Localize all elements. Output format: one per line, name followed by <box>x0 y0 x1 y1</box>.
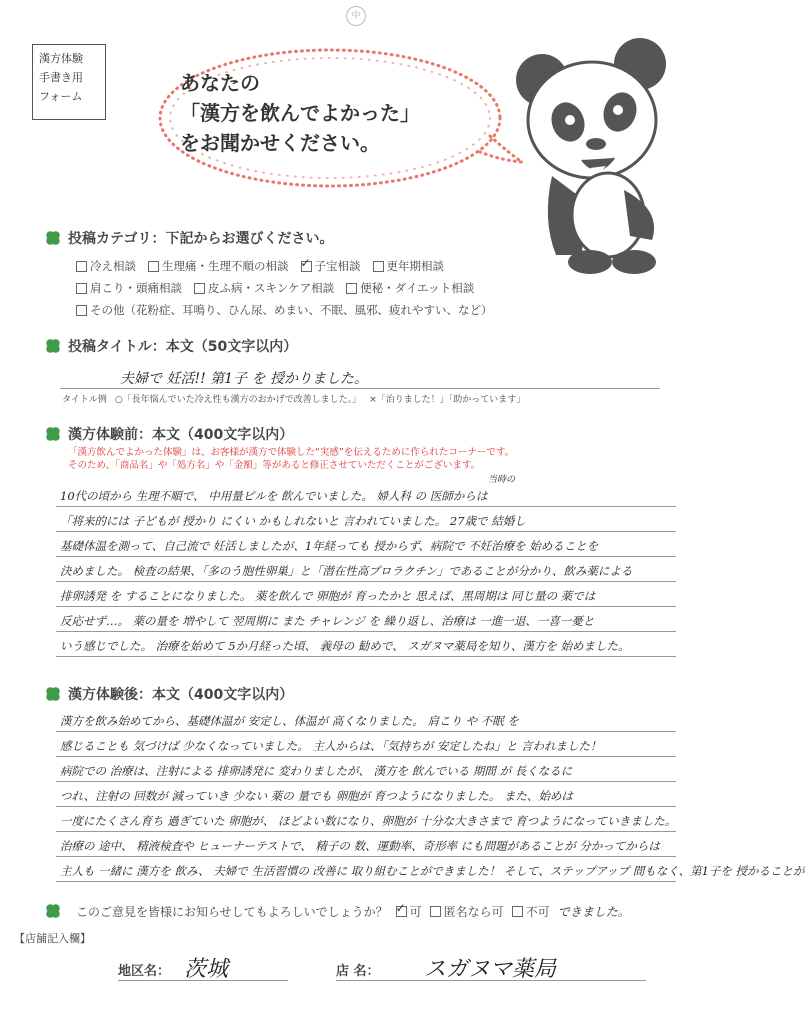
before-body-rule <box>56 581 676 582</box>
category-option-other[interactable]: その他（花粉症、耳鳴り、ひん尿、めまい、不眠、風邪、疲れやすい、など） <box>76 302 493 318</box>
category-title-text: 投稿カテゴリ：下記からお選びください。 <box>68 231 334 247</box>
before-body-rule <box>56 556 676 557</box>
after-section-title <box>44 684 293 704</box>
headline-line-2: 「漢方を飲んでよかった」 <box>180 101 420 125</box>
before-body-line: 10代の頃から 生理不順で、 中用量ピルを 飲んでいました。 婦人科 の 医師からは <box>60 489 488 503</box>
before-body-line: 排卵誘発 を することになりました。 薬を飲んで 卵胞が 育ったかと 思えば、黒周期は 同じ量の 薬では <box>60 589 596 603</box>
category-option-shoulder[interactable]: 肩こり・頭痛相談 <box>76 280 182 296</box>
clover-icon <box>44 902 62 920</box>
headline-line-3: をお聞かせください。 <box>180 131 380 155</box>
category-row-3 <box>76 302 493 318</box>
consent-option-ok[interactable]: ✓ 可 <box>396 903 422 920</box>
after-body-rule <box>56 806 676 807</box>
store-value: スガヌマ薬局 <box>424 957 557 982</box>
after-body-rule <box>56 731 676 732</box>
clover-icon <box>44 229 62 247</box>
category-option-cold[interactable]: 冷え相談 <box>76 258 136 274</box>
category-section-title <box>44 228 333 248</box>
title-section-text: 投稿タイトル：本文（50文字以内） <box>68 339 298 355</box>
form-label-line-2: 手書き用 <box>39 71 83 84</box>
consent-option-anonymous[interactable]: 匿名なら可 <box>430 903 504 920</box>
before-body-rule <box>56 531 676 532</box>
title-example-label: タイトル例 <box>62 395 107 405</box>
clover-icon <box>44 337 62 355</box>
before-body-line: いう感じでした。 治療を始めて 5か月経った頃、 義母の 勧めで、 スガヌマ薬局を知り、漢方を 始めました。 <box>60 639 630 653</box>
form-label-line-1: 漢方体験 <box>39 52 83 65</box>
before-note-2: そのため、「商品名」や「処方名」や「金額」等があると修正させていただくことがございます。 <box>68 460 481 471</box>
clover-icon <box>44 425 62 443</box>
after-body-line: 感じることも 気づけば 少なくなっていました。 主人からは、「気持ちが 安定したね」と 言われました！ <box>60 739 602 753</box>
before-title-text: 漢方体験前：本文（400文字以内） <box>68 427 294 443</box>
after-body-line: 一度にたくさん育ち 過ぎていた 卵胞が、 ほどよい数になり、卵胞が 十分な大きさまで 育つようになっていきました。 <box>60 814 677 828</box>
page-mark: 中 <box>346 6 366 26</box>
title-handwritten: 夫婦で 妊活!! 第1子 を 授かりました。 <box>120 371 368 387</box>
title-section-title <box>44 336 297 356</box>
title-example-ok: ○「長年悩んでいた冷え性も漢方のおかげで改善しました。」 <box>114 395 362 405</box>
after-body-rule <box>56 881 676 882</box>
consent-handwritten-tail: できました。 <box>557 904 630 919</box>
consent-question: このご意見を皆様にお知らせしてもよろしいでしょうか？ <box>76 904 388 919</box>
store-label: 店 名： <box>336 964 380 979</box>
category-option-diet[interactable]: 便秘・ダイエット相談 <box>346 280 474 296</box>
consent-row <box>44 902 630 920</box>
category-option-menopause[interactable]: 更年期相談 <box>373 258 445 274</box>
before-body-line: 「将来的には 子どもが 授かり にくい かもしれないと 言われていました。 27歳で 結婚し <box>60 514 526 528</box>
before-body-line: 反応せず…。 薬の量を 増やして 翌周期に また チャレンジ を 繰り返し、治療は 一進一退、一喜一憂と <box>60 614 595 628</box>
form-label-line-3: フォーム <box>39 90 83 103</box>
after-title-text: 漢方体験後：本文（400文字以内） <box>68 687 294 703</box>
after-body-rule <box>56 856 676 857</box>
store-title: 【店舗記入欄】 <box>14 932 91 945</box>
region-label: 地区名： <box>118 964 171 979</box>
before-body-rule <box>56 506 676 507</box>
category-option-menstrual[interactable]: 生理痛・生理不順の相談 <box>148 258 289 274</box>
after-body-line: 主人も 一緒に 漢方を 飲み、 夫婦で 生活習慣の 改善に 取り組むことができました！ そして、ステップアップ 間もなく、第1子を 授かることが <box>60 864 805 878</box>
panda-mascot-icon <box>512 40 672 280</box>
category-option-skin[interactable]: 皮ふ病・スキンケア相談 <box>194 280 334 296</box>
before-note-1: 「漢方飲んでよかった体験」は、お客様が漢方で体験した“実感”を伝えるために作られたコーナーです。 <box>68 447 515 458</box>
category-row-2 <box>76 280 474 296</box>
before-note <box>68 446 514 472</box>
category-option-fertility[interactable]: ✓ 子宝相談 <box>301 258 361 274</box>
before-body-rule <box>56 656 676 657</box>
before-section-title <box>44 424 293 444</box>
title-example-ng: ×「治りました！」「助かっています」 <box>369 395 526 405</box>
headline <box>180 68 490 158</box>
after-body-rule <box>56 756 676 757</box>
title-example <box>62 392 525 405</box>
after-body-line: 漢方を飲み始めてから、基礎体温が 安定し、体温が 高くなりました。 肩こり や 不眠 を <box>60 714 519 728</box>
after-body-rule <box>56 831 676 832</box>
after-body-line: 治療の 途中、 精液検査や ヒューナーテストで、 精子の 数、運動率、奇形率 にも問題があることが 分かってからは <box>60 839 660 853</box>
after-body-line: つれ、注射の 回数が 減っていき 少ない 薬の 量でも 卵胞が 育つようになりました。 また、始めは <box>60 789 573 803</box>
consent-option-no[interactable]: 不可 <box>512 903 550 920</box>
region-value: 茨城 <box>184 957 229 982</box>
clover-icon <box>44 685 62 703</box>
form-label-box <box>32 44 106 120</box>
before-body-rule <box>56 606 676 607</box>
before-annotation: 当時の <box>488 475 516 485</box>
headline-line-1: あなたの <box>180 71 260 95</box>
after-body-line: 病院での 治療は、注射による 排卵誘発に 変わりましたが、 漢方を 飲んでいる 期間 が 長くなるに <box>60 764 573 778</box>
store-box <box>14 930 704 1006</box>
before-body-line: 決めました。 検査の結果、「多のう胞性卵巣」と「潜在性高プロラクチン」であることが分かり、飲み薬による <box>60 564 633 578</box>
after-body-rule <box>56 781 676 782</box>
category-row-1 <box>76 258 444 274</box>
before-body-rule <box>56 631 676 632</box>
before-body-line: 基礎体温を測って、自己流で 妊活しましたが、1年経っても 授からず、病院で 不妊治療を 始めることを <box>60 539 599 553</box>
